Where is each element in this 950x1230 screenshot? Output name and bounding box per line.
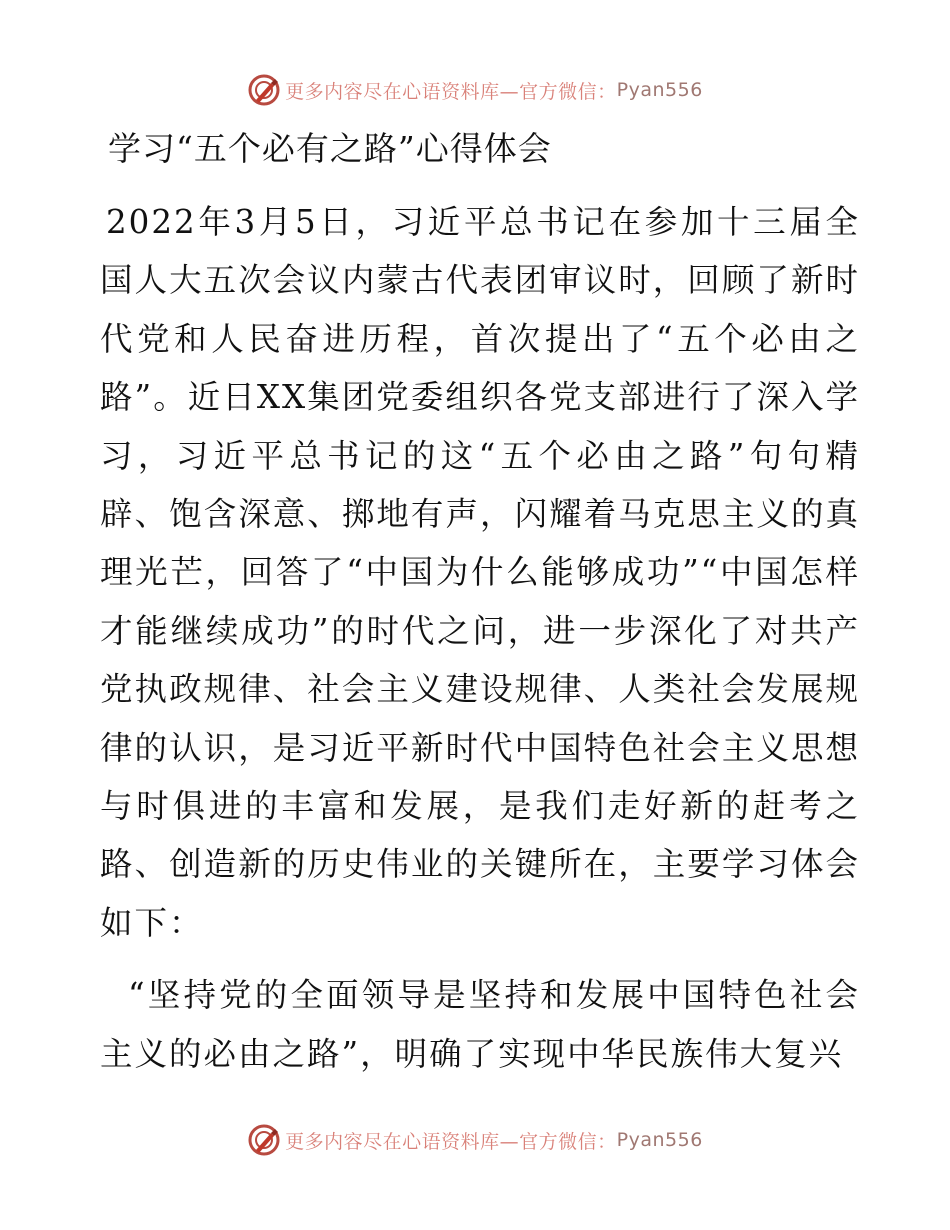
body-paragraph: 2022年3月5日，习近平总书记在参加十三届全国人大五次会议内蒙古代表团审议时，回顾了新时代党和人民奋进历程，首次提出了“五个必由之路”。近日XX集团党委组织各党支部进行了深入学习，习近平总书记的这“五个必由之路”句句精辟、饱含深意、掷地有声，闪耀着马克思主义的真理光芒，回答了“中国为什么能够成功”“中国怎样才能继续成功”的时代之问，进一步深化了对共产党执政规律、社会主义建设规律、人类社会发展规律的认识，是习近平新时代中国特色社会主义思想与时俱进的丰富和发展，是我们走好新的赶考之路、创造新的历史伟业的关键所在，主要学习体会如下： [100,203,860,942]
watermark-brand: Pyan556 [616,1129,703,1151]
document-body [100,193,860,1083]
footer-watermark [0,1120,950,1160]
pen-circle-icon [247,1123,281,1157]
pen-circle-icon [247,73,281,107]
watermark-text: 更多内容尽在心语资料库—官方微信： [285,80,617,103]
watermark-text: 更多内容尽在心语资料库—官方微信： [285,1130,617,1153]
header-watermark [0,70,950,110]
watermark-brand: Pyan556 [616,79,703,101]
body-paragraph: “坚持党的全面领导是坚持和发展中国特色社会主义的必由之路”，明确了实现中华民族伟大复兴 [100,976,860,1073]
document-title: 学习“五个必有之路”心得体会 [108,129,552,168]
